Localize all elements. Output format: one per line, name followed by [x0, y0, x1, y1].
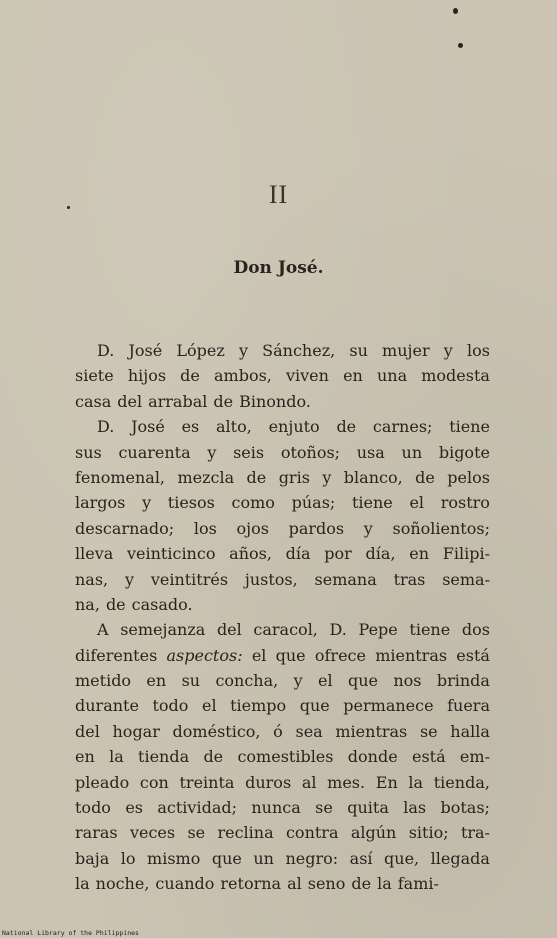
word: el: [409, 493, 425, 513]
word: mujer: [382, 341, 430, 360]
word: nas,: [75, 569, 109, 589]
word: actividad;: [157, 798, 237, 818]
word: largos: [75, 493, 126, 513]
word: raras: [75, 823, 118, 843]
word: concha,: [215, 671, 279, 691]
word: permanece: [343, 696, 434, 716]
word: mientras: [375, 645, 448, 665]
word: algún: [350, 823, 397, 843]
word: viven: [285, 366, 329, 386]
word: tiene: [449, 417, 490, 437]
word: noche,: [95, 874, 150, 894]
word: negro:: [285, 848, 339, 868]
word: doméstico,: [172, 721, 261, 741]
chapter-title: Don José.: [233, 258, 324, 278]
word: que: [211, 848, 242, 868]
word: hogar: [112, 721, 160, 741]
word: reclina: [217, 823, 274, 843]
word: pardos: [288, 518, 345, 538]
word: tra-: [460, 823, 490, 843]
word: botas;: [440, 798, 490, 818]
text-line: [75, 541, 490, 566]
word: diferentes: [75, 645, 158, 665]
word: mismo: [147, 848, 201, 868]
word: de: [105, 594, 126, 614]
word: descarnado;: [75, 518, 175, 538]
word: veinticinco: [127, 544, 216, 564]
text-line: [75, 414, 490, 439]
text-line: [75, 719, 490, 744]
word: veintitrés: [150, 569, 229, 589]
word: en: [343, 366, 363, 386]
word: siete: [75, 366, 114, 386]
word: fami-: [397, 874, 439, 894]
word: y: [238, 341, 248, 360]
text-line: [75, 744, 490, 769]
word: soñolientos;: [392, 518, 490, 538]
word: D.: [97, 341, 115, 360]
word: está: [411, 747, 446, 767]
word: enjuto: [268, 417, 320, 437]
word: como: [231, 493, 275, 513]
word: ambos,: [213, 366, 272, 386]
word: semana: [314, 569, 377, 589]
word: de: [336, 417, 357, 437]
word: que,: [384, 848, 420, 868]
word: Sánchez,: [262, 341, 336, 360]
word: brinda: [436, 671, 490, 691]
word: ofrece: [314, 645, 366, 665]
word: modesta: [421, 366, 490, 386]
text-line: [75, 338, 490, 363]
word: el: [201, 696, 217, 716]
word: con: [139, 772, 169, 792]
word: todo: [152, 696, 189, 716]
word: sitio;: [408, 823, 449, 843]
word: semejanza: [120, 620, 206, 640]
word: halla: [450, 721, 490, 741]
word: y: [363, 518, 373, 538]
word: gris: [278, 467, 310, 487]
word: tienda: [138, 747, 190, 767]
word: la: [377, 874, 392, 894]
italic-word: aspectos:: [166, 645, 243, 665]
word: fuera: [447, 696, 490, 716]
word: mezcla: [177, 467, 235, 487]
word: veces: [129, 823, 176, 843]
word: donde: [347, 747, 398, 767]
word: D.: [329, 620, 347, 640]
word: pelos: [447, 467, 490, 487]
word: del: [117, 391, 143, 411]
word: baja: [75, 848, 110, 868]
word: de: [246, 467, 267, 487]
word: años,: [229, 544, 272, 564]
word: durante: [75, 696, 139, 716]
word: y: [207, 442, 217, 462]
word: sema-: [442, 569, 490, 589]
word: de: [203, 747, 224, 767]
word: justos,: [244, 569, 298, 589]
word: duros: [245, 772, 292, 792]
word: bigote: [438, 442, 490, 462]
word: una: [376, 366, 408, 386]
word: al: [287, 874, 302, 894]
word: otoños;: [280, 442, 341, 462]
word: y: [293, 671, 303, 691]
word: treinta: [179, 772, 235, 792]
word: de: [213, 391, 234, 411]
word: nos: [393, 671, 422, 691]
word: comestibles: [237, 747, 334, 767]
ink-speck: [458, 43, 463, 48]
word: que: [347, 671, 378, 691]
word: día,: [365, 544, 396, 564]
word: mes.: [327, 772, 366, 792]
text-line: [75, 363, 490, 388]
text-line: [75, 668, 490, 693]
word: un: [253, 848, 274, 868]
word: mientras: [335, 721, 408, 741]
word: A: [97, 620, 109, 640]
word: metido: [75, 671, 132, 691]
word: tiesos: [167, 493, 215, 513]
word: por: [324, 544, 352, 564]
word: usa: [356, 442, 385, 462]
word: en: [146, 671, 167, 691]
word: y: [124, 569, 134, 589]
chapter-numeral: II: [268, 180, 289, 209]
text-line: [75, 617, 490, 642]
word: los: [193, 518, 217, 538]
word: López: [176, 341, 225, 360]
text-line: [75, 567, 490, 592]
word: se: [419, 721, 438, 741]
word: en: [75, 747, 95, 767]
word: D.: [97, 417, 115, 437]
word: la: [109, 747, 124, 767]
word: así: [349, 848, 373, 868]
word: al: [301, 772, 317, 792]
word: seis: [233, 442, 265, 462]
word: y: [443, 341, 453, 360]
word: tiempo: [230, 696, 287, 716]
word: Pepe: [358, 620, 398, 640]
word: púas;: [291, 493, 336, 513]
word: de: [180, 366, 200, 386]
word: es: [181, 417, 200, 437]
word: de: [351, 874, 372, 894]
word: está: [456, 645, 490, 665]
word: tras: [393, 569, 426, 589]
word: sus: [75, 442, 102, 462]
word: quita: [347, 798, 389, 818]
word: casado.: [131, 594, 193, 614]
text-line: [75, 643, 490, 668]
word: rostro: [440, 493, 490, 513]
text-line: [75, 465, 490, 490]
word: carnes;: [372, 417, 433, 437]
word: hijos: [127, 366, 167, 386]
word: el: [251, 645, 267, 665]
word: fenomenal,: [75, 467, 166, 487]
library-credit: National Library of the Philippines: [2, 929, 139, 937]
word: su: [181, 671, 201, 691]
text-line: [75, 516, 490, 541]
word: dos: [461, 620, 490, 640]
word: las: [403, 798, 427, 818]
word: que: [275, 645, 306, 665]
word: lo: [120, 848, 136, 868]
word: que: [299, 696, 330, 716]
word: el: [318, 671, 333, 691]
word: retorna: [220, 874, 282, 894]
word: se: [315, 798, 333, 818]
word: cuarenta: [118, 442, 191, 462]
text-line: [75, 592, 490, 617]
word: la: [408, 772, 424, 792]
word: caracol,: [253, 620, 318, 640]
word: en: [409, 544, 430, 564]
word: todo: [75, 798, 111, 818]
word: na,: [75, 594, 100, 614]
word: José: [128, 341, 163, 360]
word: ojos: [236, 518, 269, 538]
word: un: [401, 442, 423, 462]
word: y: [322, 467, 332, 487]
text-line: [75, 770, 490, 795]
word: del: [216, 620, 242, 640]
word: José: [131, 417, 165, 437]
word: los: [466, 341, 490, 360]
ink-speck: [453, 8, 458, 14]
text-line: [75, 490, 490, 515]
word: tiene: [409, 620, 451, 640]
word: día: [285, 544, 311, 564]
word: su: [349, 341, 368, 360]
word: blanco,: [343, 467, 403, 487]
word: cuando: [155, 874, 215, 894]
text-line: [75, 693, 490, 718]
text-line: [75, 440, 490, 465]
word: lleva: [75, 544, 114, 564]
word: de: [415, 467, 435, 487]
text-line: [75, 820, 490, 845]
word: la: [75, 874, 90, 894]
text-line: [75, 389, 490, 414]
word: y: [142, 493, 152, 513]
word: tienda,: [433, 772, 490, 792]
text-line: [75, 846, 490, 871]
word: alto,: [216, 417, 252, 437]
body-text: [75, 338, 490, 897]
word: tiene: [351, 493, 393, 513]
word: se: [187, 823, 206, 843]
word: seno: [307, 874, 346, 894]
text-line: [75, 795, 490, 820]
word: pleado: [75, 772, 130, 792]
text-line: [75, 871, 490, 896]
word: llegada: [430, 848, 490, 868]
word: sea: [295, 721, 323, 741]
word: em-: [459, 747, 490, 767]
word: En: [375, 772, 398, 792]
word: casa: [75, 391, 112, 411]
word: ó: [273, 721, 283, 741]
word: es: [125, 798, 143, 818]
word: Filipi-: [442, 544, 490, 564]
word: nunca: [251, 798, 301, 818]
word: contra: [285, 823, 339, 843]
word: Binondo.: [239, 391, 311, 411]
word: del: [75, 721, 100, 741]
word: arrabal: [148, 391, 208, 411]
